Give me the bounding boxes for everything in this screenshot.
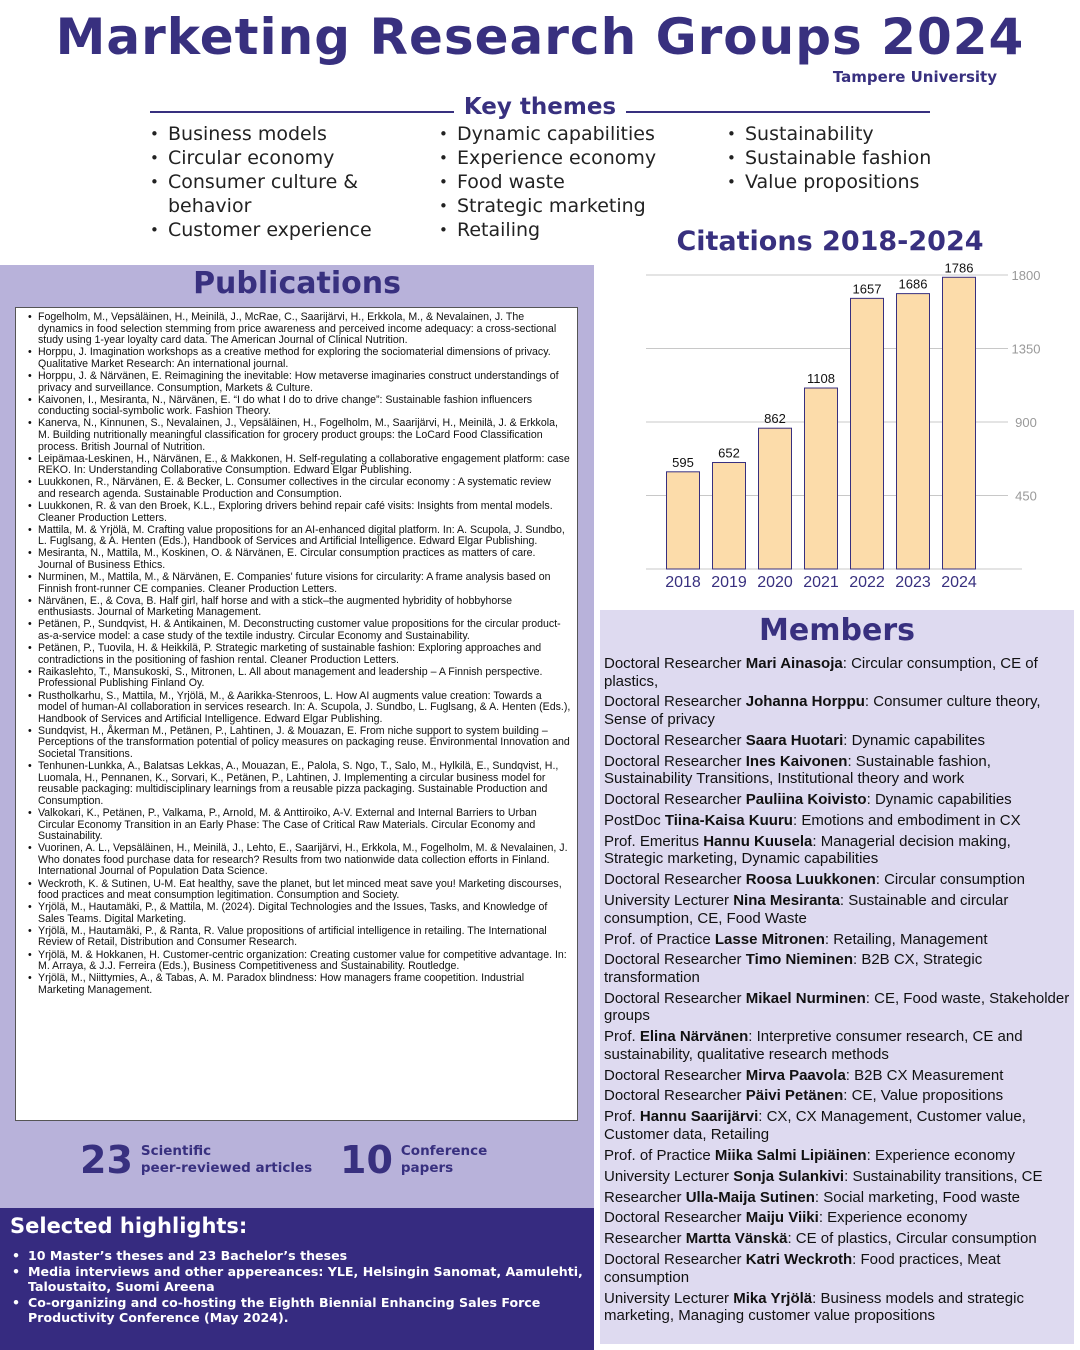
member-topics: Sustainability transitions, CE bbox=[852, 1167, 1043, 1185]
member-topics: Experience economy bbox=[874, 1146, 1016, 1164]
member-role: Doctoral Researcher bbox=[604, 693, 742, 711]
publication-item: • Yrjölä, M., Hautamäki, P., & Mattila, M. (2024). Digital Technologies and the Issues, Tasks, and Knowledge of Sales Teams. Digital Marketing. bbox=[26, 902, 571, 925]
member-name: Tiina-Kaisa Kuuru bbox=[664, 811, 793, 829]
y-tick-label: 1800 bbox=[1011, 268, 1041, 283]
member-item: Prof. of Practice Miika Salmi Lipiäinen: Experience economy bbox=[604, 1146, 1016, 1164]
publication-item: • Weckroth, K. & Sutinen, U-M. Eat healthy, save the planet, but let minced meat save you! Marketing discourses, food practices and meat consumption legitimation. Consumption and Society. bbox=[26, 879, 571, 902]
publication-item: • Tenhunen-Lunkka, A., Balatsas Lekkas, A., Mouazan, E., Palola, S. Ngo, T., Salo, M., Hylkilä, E., Sundqvist, H., Luomala, H., Pennanen, K., Sorvari, K., Petänen, P., Lahtinen, J. Implementing a circular business model for reusable packaging: multidisciplinary learnings from a reusable pizza packaging. Sustainable Production and Consumption. bbox=[26, 761, 571, 807]
conference-stat bbox=[340, 1138, 487, 1182]
member-role: Doctoral Researcher bbox=[604, 731, 742, 749]
theme-item: • Experience economy bbox=[439, 146, 709, 170]
member-item: Prof. of Practice Lasse Mitronen: Retailing, Management bbox=[604, 930, 988, 948]
member-topics: Business models and strategic marketing, Managing customer value propositions bbox=[604, 1289, 1024, 1325]
themes-column-2 bbox=[439, 122, 709, 242]
member-topics: Sustainable fashion, Sustainability Transitions, Institutional theory and work bbox=[604, 752, 991, 788]
member-role: Prof. of Practice bbox=[604, 930, 711, 948]
publication-item: • Fogelholm, M., Vepsäläinen, H., Meinilä, J., McRae, C., Saarijärvi, H., Erkkola, M., & Nevalainen, J. The dynamics in food selection stemming from price awareness and perceived income adequacy: a cross-sectional study using 1-year loyalty card data. The American Journal of Clinical Nutrition. bbox=[26, 312, 571, 347]
articles-label bbox=[141, 1143, 312, 1177]
conference-label-line2: papers bbox=[400, 1160, 454, 1176]
theme-item: • Business models bbox=[150, 122, 420, 146]
theme-item: • Value propositions bbox=[727, 170, 997, 194]
highlight-item: • Media interviews and other appereances: YLE, Helsingin Sanomat, Aamulehti, Taloustaito, Suomi Areena bbox=[10, 1264, 584, 1295]
publication-item: • Petänen, P., Sundqvist, H. & Antikainen, M. Deconstructing customer value propositions for the circular product-as-a-service model: a case study of the textile industry. Circular Economy and Sustainability. bbox=[26, 619, 571, 642]
x-tick-label: 2020 bbox=[757, 574, 793, 591]
members-heading: Members bbox=[759, 613, 915, 648]
member-item: Doctoral Researcher Ines Kaivonen: Sustainable fashion, Sustainability Transitions, Institutional theory and work bbox=[604, 752, 991, 788]
publication-item: • Luukkonen, R. & van den Broek, K.L., Exploring drivers behind repair café visits: Insights from mental models. Cleaner Production Letters. bbox=[26, 501, 571, 524]
x-tick-label: 2019 bbox=[711, 574, 747, 591]
publication-item: • Mesiranta, N., Mattila, M., Koskinen, O. & Närvänen, E. Circular consumption practices as matters of care. Journal of Business Ethics. bbox=[26, 548, 571, 571]
member-role: University Lecturer bbox=[604, 892, 730, 910]
theme-item: • Strategic marketing bbox=[439, 194, 709, 218]
member-topics: Food practices, Meat consumption bbox=[604, 1251, 1001, 1286]
members-list bbox=[604, 655, 1072, 1328]
member-role: Doctoral Researcher bbox=[604, 1087, 742, 1105]
member-topics: Experience economy bbox=[827, 1209, 968, 1227]
articles-count: 23 bbox=[80, 1138, 133, 1182]
member-topics: Retailing, Management bbox=[833, 930, 988, 948]
bar-value-label: 652 bbox=[718, 445, 740, 461]
publication-item: • Rustholkarhu, S., Mattila, M., Yrjölä, M., & Aarikka-Stenroos, L. How AI augments value creation: Towards a model of human-AI collaboration in services research. In: A. Scupola, J. Sundbo, L. Fuglsang, & A. Henten (Eds.), Handbook of Services and Artificial Intelligence. Edward Elgar Publishing. bbox=[26, 691, 571, 726]
bar-2019 bbox=[713, 463, 746, 569]
member-name: Katri Weckroth bbox=[745, 1251, 853, 1269]
member-item: University Lecturer Mika Yrjölä: Business models and strategic marketing, Managing customer value propositions bbox=[604, 1289, 1024, 1325]
publication-item: • Mattila, M. & Yrjölä, M. Crafting value propositions for an AI-enhanced digital platform. In: A. Scupola, J. Sundbo, L. Fuglsang, & A. Henten (Eds.), Handbook of Services and Artificial Intelligence. Edward Elgar Publishing. bbox=[26, 525, 571, 548]
publication-item: • Valkokari, K., Petänen, P., Valkama, P., Arnold, M. & Anttiroiko, A-V. External and Internal Barriers to Urban Circular Economy Transition in an Early Phase: The Case of Critical Raw Materials. Circular Economy and Sustainability. bbox=[26, 808, 571, 843]
member-name: Nina Mesiranta bbox=[733, 892, 840, 910]
member-topics: Circular consumption, CE of plastics, bbox=[604, 655, 1038, 690]
member-item: Doctoral Researcher Katri Weckroth: Food practices, Meat consumption bbox=[604, 1251, 1001, 1286]
y-tick-label: 1350 bbox=[1011, 341, 1041, 357]
publication-item: • Närvänen, E., & Cova, B. Half girl, half horse and with a stick–the augmented hybridity of hobbyhorse enthusiasts. Journal of Marketing Management. bbox=[26, 596, 571, 619]
member-name: Pauliina Koivisto bbox=[745, 791, 867, 809]
publications-heading: Publications bbox=[193, 266, 401, 301]
articles-stat bbox=[80, 1138, 312, 1182]
member-item: University Lecturer Sonja Sulankivi: Sustainability transitions, CE bbox=[604, 1167, 1043, 1185]
member-name: Sonja Sulankivi bbox=[733, 1167, 845, 1185]
member-topics: Social marketing, Food waste bbox=[823, 1188, 1021, 1206]
member-name: Mikael Nurminen bbox=[745, 989, 866, 1007]
theme-item: • Food waste bbox=[439, 170, 709, 194]
member-topics: Dynamic capabilites bbox=[851, 731, 986, 749]
publication-item: • Yrjölä, M., Niittymies, A., & Tabas, A. M. Paradox blindness: How managers frame coopetition. Industrial Marketing Management. bbox=[26, 973, 571, 996]
member-role: University Lecturer bbox=[604, 1167, 730, 1185]
articles-label-line1: Scientific bbox=[140, 1143, 212, 1159]
theme-item: • Circular economy bbox=[150, 146, 420, 170]
member-role: Doctoral Researcher bbox=[604, 1251, 742, 1269]
member-role: Doctoral Researcher bbox=[604, 1209, 742, 1227]
bar-value-label: 1686 bbox=[898, 276, 928, 292]
publication-item: • Luukkonen, R., Närvänen, E. & Becker, L. Consumer collectives in the circular economy : A systematic review and research agenda. Sustainable Production and Consumption. bbox=[26, 477, 571, 500]
member-role: Doctoral Researcher bbox=[604, 791, 742, 809]
member-item: Researcher Martta Vänskä: CE of plastics, Circular consumption bbox=[604, 1230, 1037, 1248]
x-tick-label: 2021 bbox=[803, 574, 839, 591]
member-name: Mika Yrjölä bbox=[733, 1289, 813, 1307]
member-name: Hannu Kuusela bbox=[703, 832, 813, 850]
theme-item: • Sustainable fashion bbox=[727, 146, 997, 170]
bar-value-label: 1108 bbox=[807, 371, 835, 387]
member-name: Miika Salmi Lipiäinen bbox=[714, 1146, 867, 1164]
member-role: PostDoc bbox=[604, 811, 661, 829]
member-item: Doctoral Researcher Johanna Horppu: Consumer culture theory, Sense of privacy bbox=[604, 693, 1041, 728]
highlights-heading: Selected highlights: bbox=[10, 1214, 248, 1238]
member-topics: Interpretive consumer research, CE and sustainability, qualitative research methods bbox=[604, 1028, 1023, 1063]
publication-item: • Sundqvist, H., Åkerman M., Petänen, P., Lahtinen, J. & Mouazan, E. From niche support to system building – Perceptions of the transformation potential of policy measures on packaging reuse. Environmental Innovation and Societal Transitions. bbox=[26, 726, 571, 761]
member-item: Doctoral Researcher Päivi Petänen: CE, Value propositions bbox=[604, 1087, 1004, 1105]
member-topics: Circular consumption bbox=[884, 871, 1025, 889]
publication-item: • Leipämaa-Leskinen, H., Närvänen, E., & Makkonen, H. Self-regulating a collaborative engagement platform: case REKO. In: Understanding Collaborative Consumption. Edward Elgar Publishing. bbox=[26, 454, 571, 477]
member-topics: Sustainable and circular consumption, CE, Food Waste bbox=[604, 892, 1009, 927]
member-topics: B2B CX, Strategic transformation bbox=[604, 951, 983, 986]
highlight-item: • Co-organizing and co-hosting the Eighth Biennial Enhancing Sales Force Productivity Conference (May 2024). bbox=[10, 1295, 584, 1326]
member-role: Doctoral Researcher bbox=[604, 752, 742, 770]
member-topics: Managerial decision making, Strategic marketing, Dynamic capabilities bbox=[604, 832, 1011, 868]
publication-item: • Raikaslehto, T., Mansukoski, S., Mitronen, L. All about management and leadership – A Finnish perspective. Professional Publishing Finland Oy. bbox=[26, 667, 571, 690]
member-role: Doctoral Researcher bbox=[604, 989, 742, 1007]
publication-item: • Yrjölä, M., Hautamäki, P., & Ranta, R. Value propositions of artificial intelligence in retailing. The International Review of Retail, Distribution and Consumer Research. bbox=[26, 926, 571, 949]
theme-item: • Customer experience bbox=[150, 218, 420, 242]
x-tick-label: 2022 bbox=[849, 574, 885, 591]
member-name: Roosa Luukkonen bbox=[745, 871, 876, 889]
member-topics: Emotions and embodiment in CX bbox=[801, 811, 1021, 829]
member-name: Elina Närvänen bbox=[639, 1028, 749, 1046]
member-name: Timo Nieminen bbox=[745, 951, 853, 969]
chart-title: Citations 2018-2024 bbox=[676, 226, 984, 257]
member-role: Doctoral Researcher bbox=[604, 655, 742, 672]
conference-label-line1: Conference bbox=[400, 1143, 488, 1159]
y-tick-label: 900 bbox=[1015, 415, 1037, 430]
conference-label bbox=[401, 1143, 487, 1177]
member-role: Prof. Emeritus bbox=[604, 832, 700, 850]
member-topics: CX, CX Management, Customer value, Customer data, Retailing bbox=[604, 1108, 1026, 1143]
highlights-list bbox=[10, 1248, 584, 1326]
member-name: Päivi Petänen bbox=[745, 1087, 844, 1105]
member-item: Doctoral Researcher Roosa Luukkonen: Circular consumption bbox=[604, 871, 1025, 889]
member-role: Doctoral Researcher bbox=[604, 871, 742, 889]
highlights-panel bbox=[0, 1208, 594, 1350]
member-role: Prof. bbox=[604, 1028, 636, 1046]
divider-right bbox=[626, 111, 930, 113]
publication-item: • Nurminen, M., Mattila, M., & Närvänen, E. Companies' future visions for circularity: A frame analysis based on Finnish front-runner CE companies. Cleaner Production Letters. bbox=[26, 572, 571, 595]
publication-item: • Horppu, J. & Närvänen, E. Reimagining the inevitable: How metaverse imaginaries construct understandings of privacy and surveillance. Consumption, Markets & Culture. bbox=[26, 371, 571, 394]
publication-item: • Kanerva, N., Kinnunen, S., Nevalainen, J., Vepsäläinen, H., Fogelholm, M., Saarijärvi, H., Meinilä, J. & Erkkola, M. Building nutritionally meaningful classification for grocery product groups: the LoCard Food Classification process. British Journal of Nutrition. bbox=[26, 418, 571, 453]
member-name: Martta Vänskä bbox=[685, 1230, 788, 1248]
bar-2024 bbox=[943, 277, 976, 569]
member-name: Johanna Horppu bbox=[745, 693, 865, 711]
member-topics: CE, Value propositions bbox=[851, 1087, 1004, 1105]
bar-2020 bbox=[759, 428, 792, 569]
member-name: Saara Huotari bbox=[745, 731, 844, 749]
publication-item: • Horppu, J. Imagination workshops as a creative method for exploring the sociomaterial dimensions of privacy. Qualitative Market Research: An international journal. bbox=[26, 347, 571, 370]
member-topics: B2B CX Measurement bbox=[854, 1066, 1004, 1084]
member-item: Doctoral Researcher Pauliina Koivisto: Dynamic capabilities bbox=[604, 791, 1012, 809]
themes-column-1 bbox=[150, 122, 420, 242]
page-title: Marketing Research Groups 2024 bbox=[55, 8, 1025, 66]
publications-box bbox=[15, 307, 578, 1121]
member-item: Prof. Elina Närvänen: Interpretive consumer research, CE and sustainability, qualitative research methods bbox=[604, 1028, 1023, 1063]
bar-2022 bbox=[851, 298, 884, 569]
member-name: Mari Ainasoja bbox=[745, 655, 843, 672]
member-topics: CE, Food waste, Stakeholder groups bbox=[604, 989, 1070, 1025]
member-item: Doctoral Researcher Saara Huotari: Dynamic capabilites bbox=[604, 731, 986, 749]
university-name: Tampere University bbox=[832, 68, 997, 86]
x-tick-label: 2024 bbox=[941, 574, 977, 591]
member-item: Doctoral Researcher Mari Ainasoja: Circular consumption, CE of plastics, bbox=[604, 655, 1038, 690]
key-themes-header bbox=[150, 92, 930, 122]
theme-item: • Retailing bbox=[439, 218, 709, 242]
bar-value-label: 862 bbox=[764, 411, 786, 427]
highlight-item: • 10 Master’s theses and 23 Bachelor’s theses bbox=[10, 1248, 584, 1264]
member-role: University Lecturer bbox=[604, 1289, 730, 1307]
citations-chart bbox=[630, 255, 1050, 595]
member-topics: CE of plastics, Circular consumption bbox=[795, 1230, 1037, 1248]
member-item: Researcher Ulla-Maija Sutinen: Social marketing, Food waste bbox=[604, 1188, 1021, 1206]
theme-item: • Dynamic capabilities bbox=[439, 122, 709, 146]
member-role: Doctoral Researcher bbox=[604, 1066, 742, 1084]
member-name: Ines Kaivonen bbox=[745, 752, 848, 770]
key-themes-heading: Key themes bbox=[463, 94, 617, 120]
publication-item: • Vuorinen, A. L., Vepsäläinen, H., Meinilä, J., Lehto, E., Saarijärvi, H., Erkkola, M., Fogelholm, M. & Nevalainen, J. Who donates food purchase data for research? Results from two nationwide data collection efforts in Finland. International Journal of Population Data Science. bbox=[26, 843, 571, 878]
member-role: Doctoral Researcher bbox=[604, 951, 742, 969]
member-item: PostDoc Tiina-Kaisa Kuuru: Emotions and embodiment in CX bbox=[604, 811, 1021, 829]
member-role: Researcher bbox=[604, 1188, 682, 1206]
theme-item: • Sustainability bbox=[727, 122, 997, 146]
publication-item: • Petänen, P., Tuovila, H. & Heikkilä, P. Strategic marketing of sustainable fashion: Exploring approaches and contradictions in the positioning of fashion rental. Cleaner Production Letters. bbox=[26, 643, 571, 666]
member-item: University Lecturer Nina Mesiranta: Sustainable and circular consumption, CE, Food Waste bbox=[604, 892, 1009, 927]
articles-label-line2: peer-reviewed articles bbox=[140, 1160, 313, 1176]
member-name: Lasse Mitronen bbox=[714, 930, 825, 948]
member-topics: Consumer culture theory, Sense of privacy bbox=[604, 693, 1041, 728]
member-item: Doctoral Researcher Maiju Viiki: Experience economy bbox=[604, 1209, 968, 1227]
divider-left bbox=[150, 111, 454, 113]
member-name: Maiju Viiki bbox=[745, 1209, 819, 1227]
member-item: Doctoral Researcher Mirva Paavola: B2B CX Measurement bbox=[604, 1066, 1004, 1084]
conference-count: 10 bbox=[340, 1138, 393, 1182]
member-topics: Dynamic capabilities bbox=[874, 791, 1012, 809]
member-item: Prof. Hannu Saarijärvi: CX, CX Management, Customer value, Customer data, Retailing bbox=[604, 1108, 1026, 1143]
member-role: Prof. of Practice bbox=[604, 1146, 711, 1164]
member-item: Doctoral Researcher Mikael Nurminen: CE, Food waste, Stakeholder groups bbox=[604, 989, 1070, 1025]
bar-value-label: 1657 bbox=[852, 281, 882, 297]
publication-item: • Yrjölä, M. & Hokkanen, H. Customer-centric organization: Creating customer value for competitive advantage. In: M. Arraya, & J.J. Ferreira (Eds.), Business Competitiveness and Sustainability. Routledge. bbox=[26, 950, 571, 973]
member-name: Hannu Saarijärvi bbox=[639, 1108, 759, 1126]
x-tick-label: 2018 bbox=[665, 574, 701, 591]
publication-list bbox=[26, 312, 571, 996]
theme-item: • Consumer culture & behavior bbox=[150, 170, 420, 218]
bar-2021 bbox=[805, 388, 838, 569]
y-tick-label: 450 bbox=[1015, 488, 1037, 504]
bar-value-label: 595 bbox=[672, 454, 694, 470]
member-role: Researcher bbox=[604, 1230, 682, 1248]
member-name: Ulla-Maija Sutinen bbox=[685, 1188, 815, 1206]
bar-2018 bbox=[667, 472, 700, 569]
bar-value-label: 1786 bbox=[944, 260, 974, 276]
publication-item: • Kaivonen, I., Mesiranta, N., Närvänen, E. “I do what I do to drive change”: Sustainable fashion influencers conducting social-symbolic work. Fashion Theory. bbox=[26, 395, 571, 418]
themes-column-3 bbox=[727, 122, 997, 194]
member-name: Mirva Paavola bbox=[745, 1066, 846, 1084]
x-tick-label: 2023 bbox=[895, 574, 931, 591]
member-item: Doctoral Researcher Timo Nieminen: B2B CX, Strategic transformation bbox=[604, 951, 983, 986]
bar-2023 bbox=[897, 294, 930, 569]
member-role: Prof. bbox=[604, 1108, 636, 1126]
member-item: Prof. Emeritus Hannu Kuusela: Managerial decision making, Strategic marketing, Dynamic capabilities bbox=[604, 832, 1011, 868]
